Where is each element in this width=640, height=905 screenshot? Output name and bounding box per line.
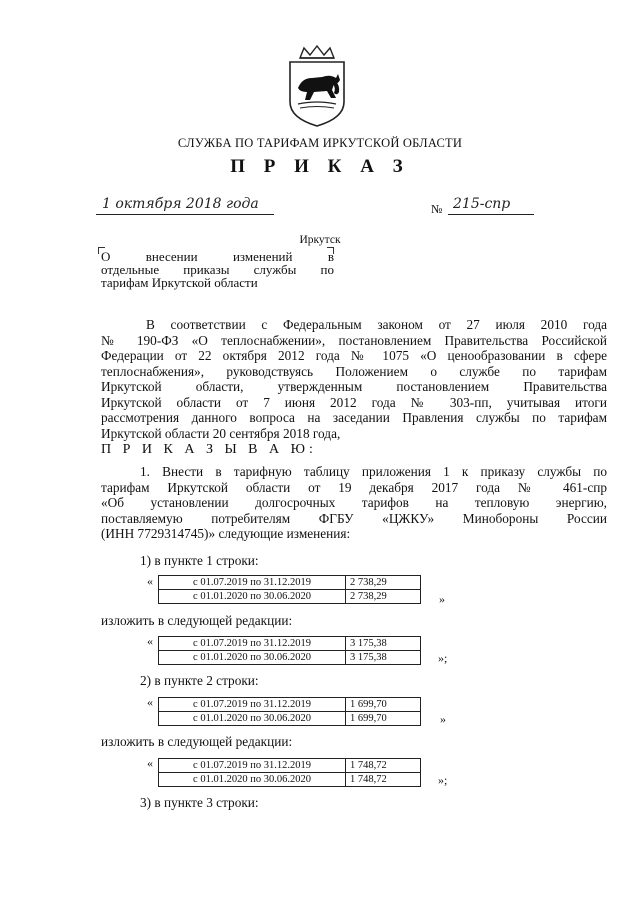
quote-close: »; — [438, 651, 448, 665]
number-label: № — [431, 202, 443, 216]
rate-table-new — [158, 758, 421, 787]
period-cell: с 01.07.2019 по 31.12.2019 — [159, 698, 346, 712]
preamble-line: № 190-ФЗ «О теплоснабжении», постановлением Правительства Российской — [101, 332, 607, 348]
section-heading: 3) в пункте 3 строки: — [140, 795, 259, 810]
value-cell: 2 738,29 — [346, 576, 421, 590]
city-name: Иркутск — [299, 234, 341, 246]
table-row — [159, 637, 421, 651]
rate-table-old — [158, 575, 421, 604]
subject-word: по — [320, 262, 334, 277]
table-row — [159, 590, 421, 604]
quote-open: « — [147, 574, 153, 588]
table-row — [159, 651, 421, 665]
quote-open: « — [147, 634, 153, 648]
handwritten-number: 215-спр — [453, 196, 511, 212]
replace-label: изложить в следующей редакции: — [101, 613, 293, 628]
period-cell: с 01.01.2020 по 30.06.2020 — [159, 773, 346, 787]
preamble-line: Федерации от 22 октября 2012 года № 1075 «О ценообразовании в сфере — [101, 348, 607, 363]
number-underline — [448, 214, 534, 215]
document-subject — [101, 250, 334, 289]
table-row — [159, 698, 421, 712]
handwritten-date: 1 октября 2018 года — [102, 196, 259, 212]
rate-table-new — [158, 636, 421, 665]
subject-word: внесении — [145, 249, 198, 264]
point-1-paragraph — [101, 464, 607, 542]
subject-word: приказы — [183, 262, 230, 277]
value-cell: 3 175,38 — [346, 651, 421, 665]
subject-line: тарифам Иркутской области — [101, 275, 258, 290]
section-heading: 2) в пункте 2 строки: — [140, 673, 259, 688]
quote-close: »; — [438, 773, 448, 787]
quote-close: » — [440, 712, 446, 726]
point-1-line: тарифам Иркутской области от 19 декабря 2017 года № 461-спр — [101, 479, 607, 495]
preamble-paragraph — [101, 317, 607, 441]
point-1-line: поставляемую потребителям ФГБУ «ЦЖКУ» Минобороны России — [101, 510, 607, 526]
preamble-line: Иркутской области 20 сентября 2018 года, — [101, 425, 341, 441]
point-1-line: (ИНН 7729314745)» следующие изменения: — [101, 526, 351, 541]
order-keyword: П Р И К А З Ы В А Ю: — [101, 442, 317, 457]
value-cell: 1 748,72 — [346, 759, 421, 773]
period-cell: с 01.01.2020 по 30.06.2020 — [159, 651, 346, 665]
rate-table-old — [158, 697, 421, 726]
section-heading: 1) в пункте 1 строки: — [140, 553, 259, 568]
subject-word: О — [101, 249, 111, 264]
period-cell: с 01.07.2019 по 31.12.2019 — [159, 759, 346, 773]
value-cell: 3 175,38 — [346, 637, 421, 651]
subject-word: отдельные — [101, 262, 160, 277]
quote-open: « — [147, 695, 153, 709]
value-cell: 1 699,70 — [346, 698, 421, 712]
quote-close: » — [439, 592, 445, 606]
quote-open: « — [147, 756, 153, 770]
organization-name: СЛУЖБА ПО ТАРИФАМ ИРКУТСКОЙ ОБЛАСТИ — [177, 136, 463, 150]
table-row — [159, 773, 421, 787]
replace-label: изложить в следующей редакции: — [101, 734, 293, 749]
preamble-line: Иркутской области, утвержденным постановлением Правительства — [101, 379, 607, 394]
coat-of-arms-emblem — [284, 44, 350, 128]
subject-word: в — [327, 249, 334, 264]
subject-word: службы — [253, 262, 297, 277]
preamble-line: Иркутской области от 7 июня 2012 года № 303-пп, учитывая итоги — [101, 394, 607, 410]
point-1-line: «Об установлении долгосрочных тарифов на тепловую энергию, — [101, 495, 607, 510]
subject-word: изменений — [232, 249, 293, 264]
date-underline — [96, 214, 274, 215]
preamble-line: В соответствии с Федеральным законом от 27 июля 2010 года — [146, 317, 607, 332]
preamble-line: теплоснабжения», руководствуясь Положением о службе по тарифам — [101, 363, 607, 379]
value-cell: 1 748,72 — [346, 773, 421, 787]
period-cell: с 01.07.2019 по 31.12.2019 — [159, 637, 346, 651]
preamble-line: рассмотрения данного вопроса на заседании Правления службы по тарифам — [101, 410, 607, 425]
table-row — [159, 712, 421, 726]
period-cell: с 01.01.2020 по 30.06.2020 — [159, 712, 346, 726]
value-cell: 1 699,70 — [346, 712, 421, 726]
period-cell: с 01.01.2020 по 30.06.2020 — [159, 590, 346, 604]
document-title: П Р И К А З — [230, 156, 410, 177]
table-row — [159, 576, 421, 590]
table-row — [159, 759, 421, 773]
point-1-line: 1. Внести в тарифную таблицу приложения 1 к приказу службы по — [140, 464, 607, 479]
value-cell: 2 738,29 — [346, 590, 421, 604]
period-cell: с 01.07.2019 по 31.12.2019 — [159, 576, 346, 590]
